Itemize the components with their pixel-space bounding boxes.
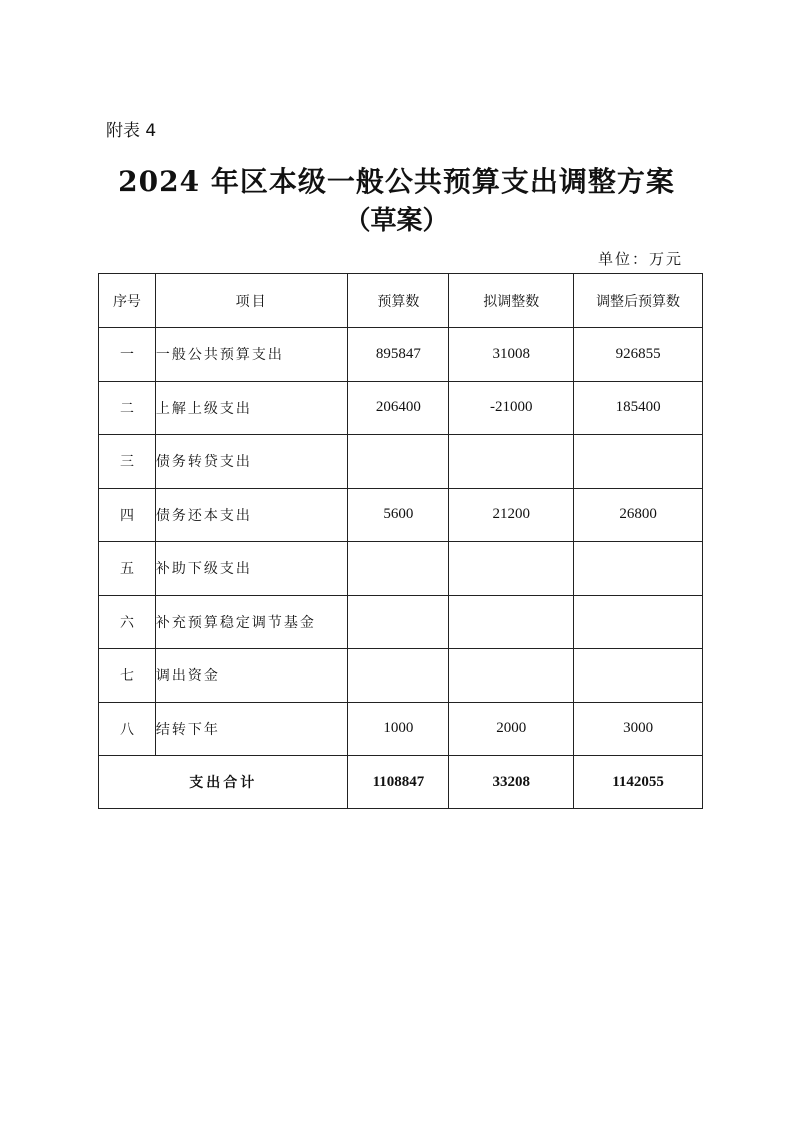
table-row: [99, 595, 703, 649]
table-row: [99, 328, 703, 382]
row-item: 债务还本支出: [155, 488, 348, 542]
total-adjusted: 1142055: [574, 756, 703, 809]
row-adjusted: 185400: [574, 381, 703, 435]
row-adjust: 2000: [449, 702, 574, 756]
row-no: 三: [99, 435, 156, 489]
row-budget: 206400: [348, 381, 449, 435]
row-item: 上解上级支出: [155, 381, 348, 435]
table-row: [99, 542, 703, 596]
header-no: 序号: [99, 274, 156, 328]
row-item: 债务转贷支出: [155, 435, 348, 489]
row-adjust: [449, 595, 574, 649]
row-adjust: 31008: [449, 328, 574, 382]
row-item: 调出资金: [155, 649, 348, 703]
row-adjust: 21200: [449, 488, 574, 542]
row-budget: [348, 542, 449, 596]
row-adjusted: [574, 649, 703, 703]
table-row: [99, 488, 703, 542]
row-no: 二: [99, 381, 156, 435]
total-label: 支出合计: [99, 756, 348, 809]
row-item: 补充预算稳定调节基金: [155, 595, 348, 649]
row-budget: 1000: [348, 702, 449, 756]
budget-table: [98, 273, 703, 809]
row-adjusted: [574, 595, 703, 649]
table-row: [99, 435, 703, 489]
header-budget: 预算数: [348, 274, 449, 328]
row-adjust: [449, 649, 574, 703]
page-title: 2024 年区本级一般公共预算支出调整方案: [118, 165, 675, 198]
row-budget: [348, 595, 449, 649]
attachment-label: 附表 4: [106, 121, 157, 141]
row-no: 六: [99, 595, 156, 649]
page-subtitle: （草案）: [344, 206, 449, 236]
row-adjusted: 3000: [574, 702, 703, 756]
row-item: 补助下级支出: [155, 542, 348, 596]
table-header-row: [99, 274, 703, 328]
row-adjusted: [574, 542, 703, 596]
row-adjusted: [574, 435, 703, 489]
row-budget: [348, 435, 449, 489]
total-row: [99, 756, 703, 809]
total-budget: 1108847: [348, 756, 449, 809]
row-adjusted: 26800: [574, 488, 703, 542]
row-adjusted: 926855: [574, 328, 703, 382]
table-row: [99, 649, 703, 703]
header-adjust: 拟调整数: [449, 274, 574, 328]
row-adjust: -21000: [449, 381, 574, 435]
row-adjust: [449, 542, 574, 596]
table-row: [99, 381, 703, 435]
row-no: 五: [99, 542, 156, 596]
row-no: 八: [99, 702, 156, 756]
row-no: 四: [99, 488, 156, 542]
row-budget: 895847: [348, 328, 449, 382]
row-budget: [348, 649, 449, 703]
row-item: 一般公共预算支出: [155, 328, 348, 382]
table-row: [99, 702, 703, 756]
row-no: 一: [99, 328, 156, 382]
row-item: 结转下年: [155, 702, 348, 756]
total-adjust: 33208: [449, 756, 574, 809]
header-adjusted: 调整后预算数: [574, 274, 703, 328]
header-item: 项目: [155, 274, 348, 328]
row-budget: 5600: [348, 488, 449, 542]
unit-label: 单位：万元: [597, 250, 683, 268]
row-adjust: [449, 435, 574, 489]
row-no: 七: [99, 649, 156, 703]
